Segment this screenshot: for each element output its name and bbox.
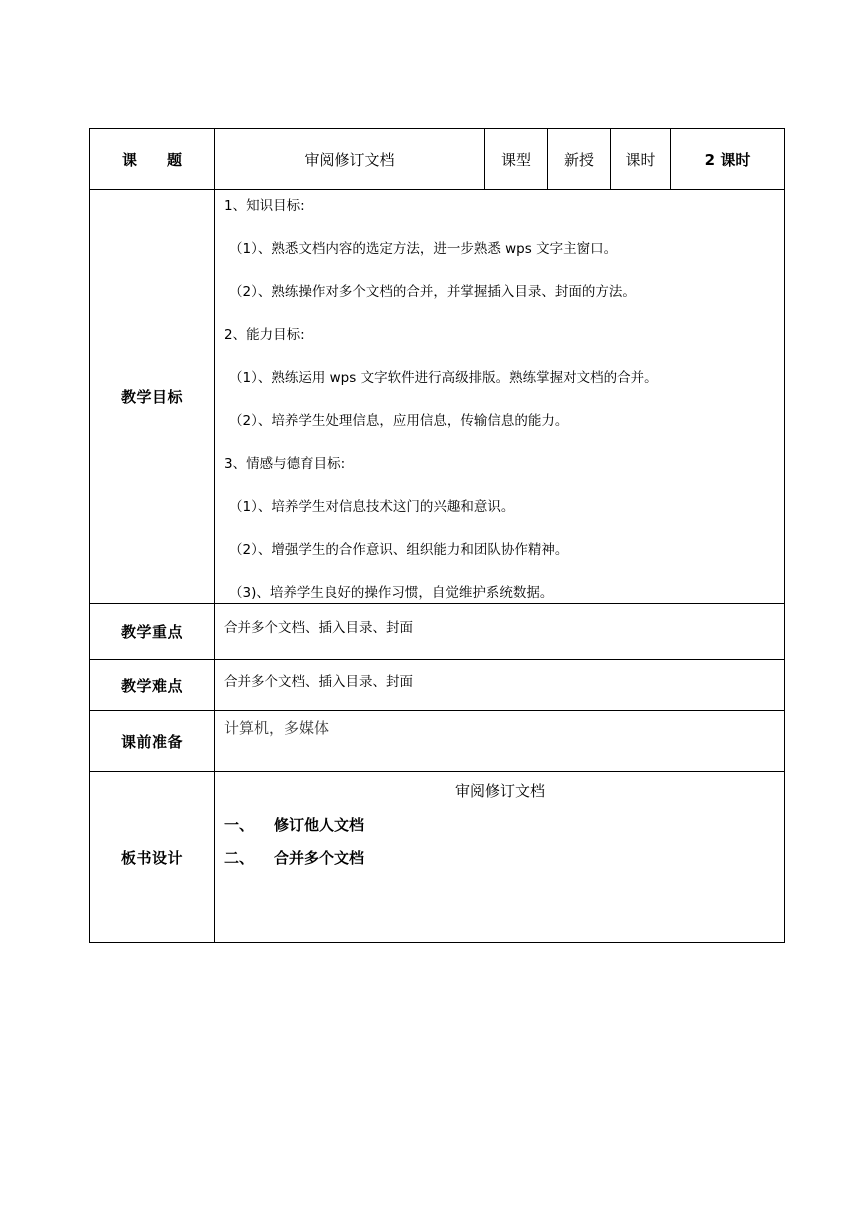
goals-label: 教学目标 <box>90 190 215 604</box>
header-row <box>90 129 785 190</box>
topic-label-cell <box>90 129 215 190</box>
topic-label-a: 课 <box>121 150 137 169</box>
board-item-text: 修订他人文档 <box>274 816 365 834</box>
difficulties-cell <box>215 660 785 711</box>
hours-label: 课时 <box>611 129 671 190</box>
type-label: 课型 <box>485 129 548 190</box>
preparation-value: 计算机，多媒体 <box>224 719 330 737</box>
difficulties-value: 合并多个文档、插入目录、封面 <box>224 674 413 690</box>
lesson-plan <box>89 128 784 943</box>
board-item <box>224 847 364 868</box>
board-title: 审阅修订文档 <box>454 782 545 800</box>
key-points-label: 教学重点 <box>90 604 215 660</box>
goal-item: （2）、熟练操作对多个文档的合并，并掌握插入目录、封面的方法。 <box>229 284 636 300</box>
board-item-number: 二、 <box>224 849 255 867</box>
difficulties-label: 教学难点 <box>90 660 215 711</box>
board-item-number: 一、 <box>224 816 255 834</box>
preparation-cell <box>215 711 785 772</box>
goal-heading-emotion: 3、情感与德育目标: <box>224 456 346 472</box>
goal-item: （3)、培养学生良好的操作习惯，自觉维护系统数据。 <box>229 585 554 601</box>
preparation-label: 课前准备 <box>90 711 215 772</box>
board-label: 板书设计 <box>90 772 215 943</box>
type-value: 新授 <box>548 129 611 190</box>
goal-item: （2）、增强学生的合作意识、组织能力和团队协作精神。 <box>229 542 569 558</box>
board-item-text: 合并多个文档 <box>274 849 365 867</box>
goal-item: （1）、培养学生对信息技术这门的兴趣和意识。 <box>229 499 515 515</box>
topic-label-b: 题 <box>167 150 183 169</box>
goal-item: （1）、熟悉文档内容的选定方法，进一步熟悉 wps 文字主窗口。 <box>229 241 618 257</box>
key-points-cell <box>215 604 785 660</box>
board-row <box>90 772 785 943</box>
hours-value: 2 课时 <box>671 129 785 190</box>
board-cell <box>215 772 785 943</box>
goal-item: （1）、熟练运用 wps 文字软件进行高级排版。熟练掌握对文档的合并。 <box>229 370 658 386</box>
goal-item: （2）、培养学生处理信息，应用信息，传输信息的能力。 <box>229 413 569 429</box>
goals-content <box>215 190 785 604</box>
goal-heading-knowledge: 1、知识目标: <box>224 198 305 214</box>
lesson-plan-table <box>89 128 785 943</box>
topic-value: 审阅修订文档 <box>215 129 485 190</box>
goal-heading-ability: 2、能力目标: <box>224 327 305 343</box>
key-points-row <box>90 604 785 660</box>
key-points-value: 合并多个文档、插入目录、封面 <box>224 620 413 636</box>
board-item <box>224 814 364 835</box>
difficulties-row <box>90 660 785 711</box>
goals-row <box>90 190 785 604</box>
preparation-row <box>90 711 785 772</box>
